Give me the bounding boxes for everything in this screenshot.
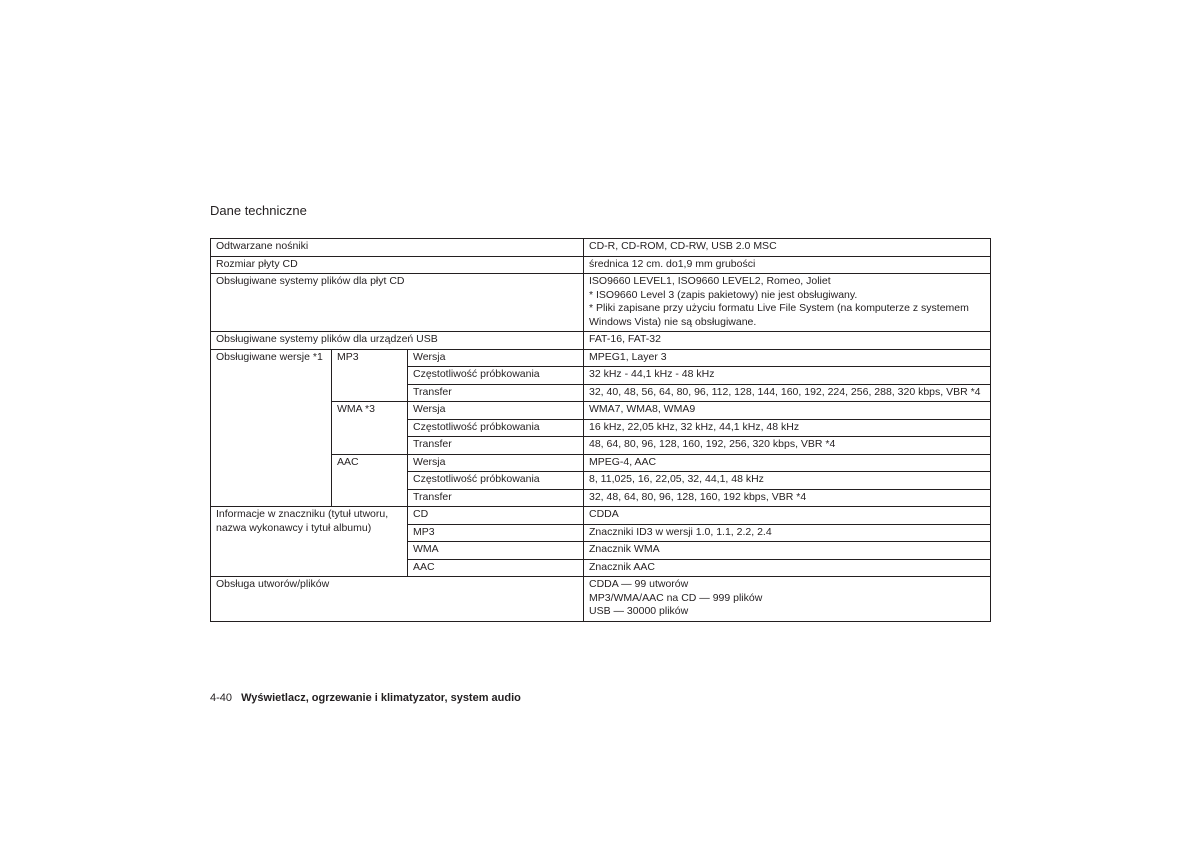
- tag-value: Znacznik WMA: [584, 542, 991, 560]
- param-value: WMA7, WMA8, WMA9: [584, 402, 991, 420]
- param-value: 48, 64, 80, 96, 128, 160, 192, 256, 320 kbps, VBR *4: [584, 437, 991, 455]
- row-label-disc-size: Rozmiar płyty CD: [211, 256, 584, 274]
- chapter-title: Wyświetlacz, ogrzewanie i klimatyzator, system audio: [241, 692, 521, 704]
- row-label-tag-info: Informacje w znaczniku (tytuł utworu, nazwa wykonawcy i tytuł albumu): [211, 507, 408, 577]
- param-label: Wersja: [408, 454, 584, 472]
- cd-filesystems-line: ISO9660 LEVEL1, ISO9660 LEVEL2, Romeo, Joliet: [589, 275, 831, 287]
- param-label: Częstotliwość próbkowania: [408, 419, 584, 437]
- tag-value: CDDA: [584, 507, 991, 525]
- row-value-cd-filesystems: [584, 274, 991, 332]
- cd-filesystems-note: * Pliki zapisane przy użyciu formatu Live File System (na komputerze z systemem Windows Vista) nie są obsługiwane.: [589, 302, 969, 328]
- row-value-tracks: [584, 577, 991, 622]
- table-row: [211, 507, 991, 525]
- tag-format: AAC: [408, 559, 584, 577]
- page-number: 4-40: [210, 692, 233, 704]
- table-row: [211, 274, 991, 332]
- param-label: Częstotliwość próbkowania: [408, 367, 584, 385]
- param-label: Wersja: [408, 402, 584, 420]
- tracks-line: CDDA — 99 utworów: [589, 578, 689, 590]
- param-value: 32, 48, 64, 80, 96, 128, 160, 192 kbps, VBR *4: [584, 489, 991, 507]
- row-label-usb-filesystems: Obsługiwane systemy plików dla urządzeń USB: [211, 332, 584, 350]
- tag-format: CD: [408, 507, 584, 525]
- param-value: MPEG1, Layer 3: [584, 349, 991, 367]
- table-row: [211, 332, 991, 350]
- param-label: Transfer: [408, 489, 584, 507]
- param-label: Transfer: [408, 384, 584, 402]
- table-row: [211, 256, 991, 274]
- tracks-line: USB — 30000 plików: [589, 605, 689, 617]
- param-value: 32, 40, 48, 56, 64, 80, 96, 112, 128, 144, 160, 192, 224, 256, 288, 320 kbps, VBR *4: [584, 384, 991, 402]
- specifications-table: [210, 238, 991, 622]
- tracks-line: MP3/WMA/AAC na CD — 999 plików: [589, 591, 763, 604]
- format-name-aac: AAC: [332, 454, 408, 507]
- row-value-usb-filesystems: FAT-16, FAT-32: [584, 332, 991, 350]
- param-label: Wersja: [408, 349, 584, 367]
- section-title: Dane techniczne: [210, 203, 307, 218]
- row-value-disc-size: średnica 12 cm. do1,9 mm grubości: [584, 256, 991, 274]
- tag-value: Znacznik AAC: [584, 559, 991, 577]
- param-label: Transfer: [408, 437, 584, 455]
- row-label-tracks: Obsługa utworów/plików: [211, 577, 584, 622]
- param-value: 16 kHz, 22,05 kHz, 32 kHz, 44,1 kHz, 48 kHz: [584, 419, 991, 437]
- table-row: [211, 349, 991, 367]
- format-name-mp3: MP3: [332, 349, 408, 402]
- table-row: [211, 239, 991, 257]
- table-row: [211, 577, 991, 622]
- row-label-supported-versions: Obsługiwane wersje *1: [211, 349, 332, 507]
- param-label: Częstotliwość próbkowania: [408, 472, 584, 490]
- tag-format: WMA: [408, 542, 584, 560]
- tag-format: MP3: [408, 524, 584, 542]
- param-value: 32 kHz - 44,1 kHz - 48 kHz: [584, 367, 991, 385]
- param-value: MPEG-4, AAC: [584, 454, 991, 472]
- cd-filesystems-note: * ISO9660 Level 3 (zapis pakietowy) nie jest obsługiwany.: [589, 288, 858, 301]
- row-label-media: Odtwarzane nośniki: [211, 239, 584, 257]
- row-label-cd-filesystems: Obsługiwane systemy plików dla płyt CD: [211, 274, 584, 332]
- tag-value: Znaczniki ID3 w wersji 1.0, 1.1, 2.2, 2.4: [584, 524, 991, 542]
- row-value-media: CD-R, CD-ROM, CD-RW, USB 2.0 MSC: [584, 239, 991, 257]
- param-value: 8, 11,025, 16, 22,05, 32, 44,1, 48 kHz: [584, 472, 991, 490]
- format-name-wma: WMA *3: [332, 402, 408, 455]
- page-footer: [210, 691, 521, 705]
